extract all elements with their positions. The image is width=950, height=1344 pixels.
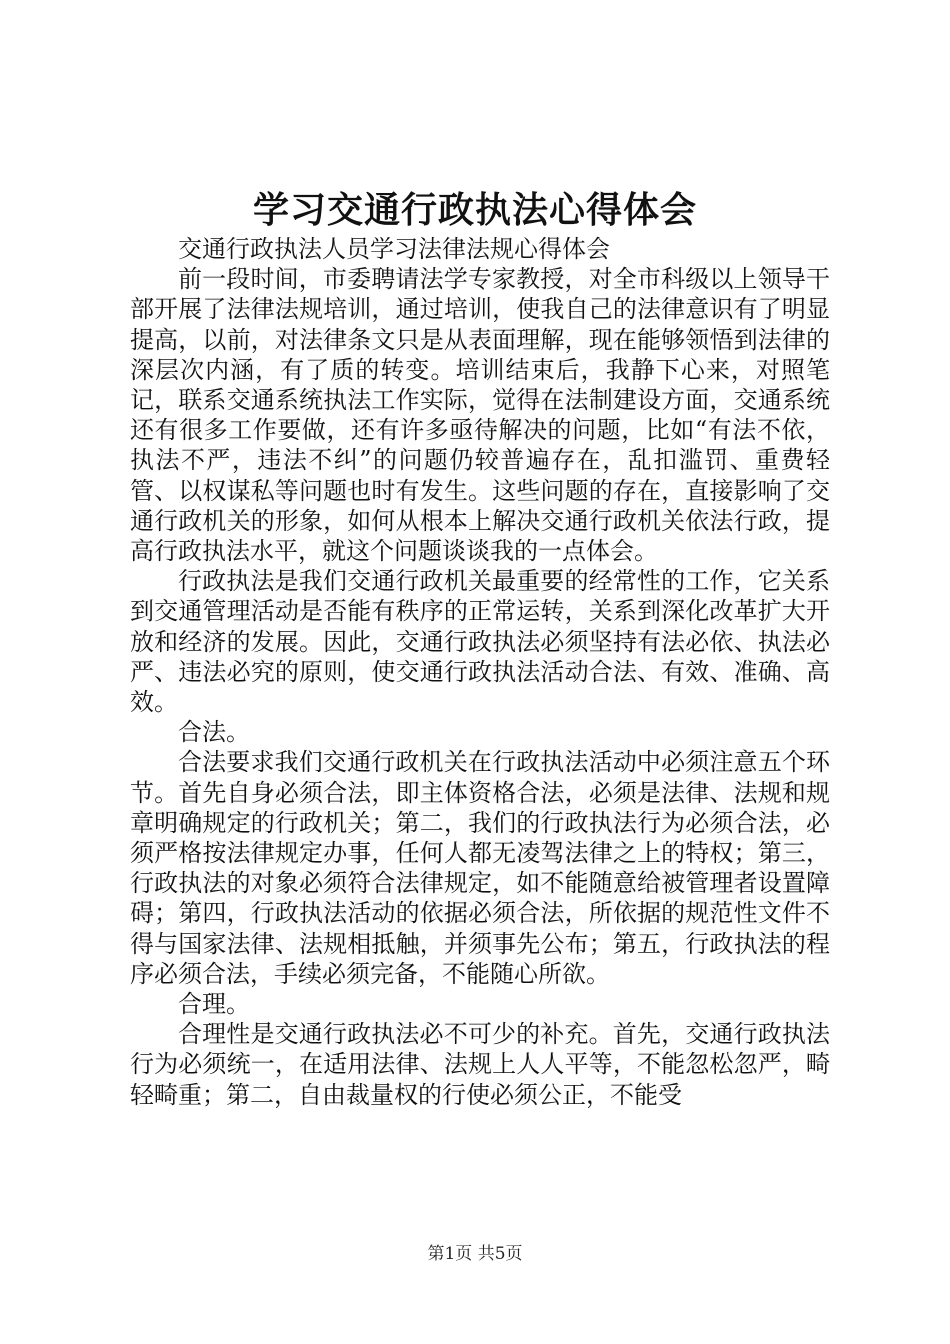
section-heading: 合理。 bbox=[178, 990, 250, 1019]
document-body bbox=[130, 234, 830, 1110]
document-title: 学习交通行政执法心得体会 bbox=[252, 189, 697, 231]
subtitle-paragraph: 交通行政执法人员学习法律法规心得体会 bbox=[178, 235, 610, 263]
page-footer: 第1页 共5页 bbox=[427, 1244, 523, 1264]
body-paragraph: 行政执法是我们交通行政机关最重要的经常性的工作，它关系到交通管理活动是否能有秩序的正常运转，关系到深化改革扩大开放和经济的发展。因此，交通行政执法必须坚持有法必依、执法必严、违法必究的原则，使交通行政执法活动合法、有效、准确、高效。 bbox=[130, 567, 830, 717]
body-paragraph: 合理性是交通行政执法必不可少的补充。首先，交通行政执法行为必须统一，在适用法律、法规上人人平等，不能忽松忽严，畸轻畸重；第二，自由裁量权的行使必须公正，不能受 bbox=[130, 1020, 830, 1109]
body-paragraph: 前一段时间，市委聘请法学专家教授，对全市科级以上领导干部开展了法律法规培训，通过培训，使我自己的法律意识有了明显提高，以前，对法律条文只是从表面理解，现在能够领悟到法律的深层次内涵，有了质的转变。培训结束后，我静下心来，对照笔记，联系交通系统执法工作实际，觉得在法制建设方面，交通系统还有很多工作要做，还有许多亟待解决的问题，比如“有法不依，执法不严，违法不纠”的问题仍较普遍存在，乱扣滥罚、重费轻管、以权谋私等问题也时有发生。这些问题的存在，直接影响了交通行政机关的形象，如何从根本上解决交通行政机关依法行政，提高行政执法水平，就这个问题谈谈我的一点体会。 bbox=[130, 265, 830, 566]
body-paragraph: 合法要求我们交通行政机关在行政执法活动中必须注意五个环节。首先自身必须合法，即主体资格合法，必须是法律、法规和规章明确规定的行政机关；第二，我们的行政执法行为必须合法，必须严格按法律规定办事，任何人都无凌驾法律之上的特权；第三，行政执法的对象必须符合法律规定，如不能随意给被管理者设置障碍；第四，行政执法活动的依据必须合法，所依据的规范性文件不得与国家法律、法规相抵触，并须事先公布；第五，行政执法的程序必须合法，手续必须完备，不能随心所欲。 bbox=[130, 748, 830, 988]
section-heading: 合法。 bbox=[178, 718, 250, 747]
